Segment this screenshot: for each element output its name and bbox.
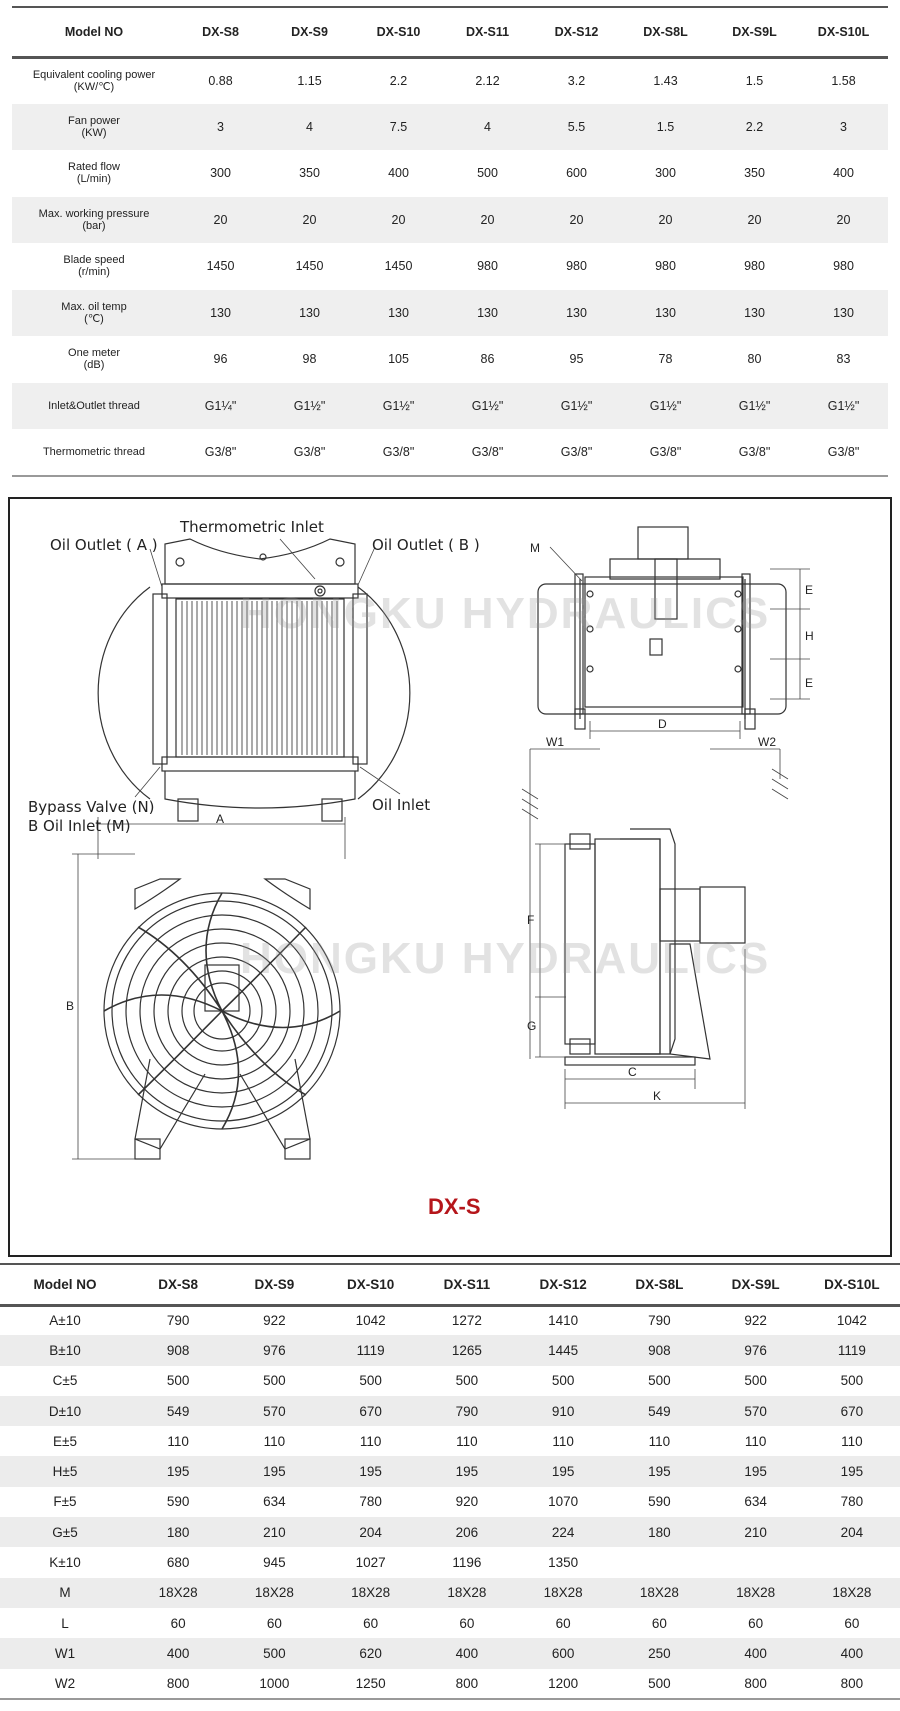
dim-row (0, 1638, 900, 1668)
table-cell: 780 (359, 1494, 382, 1510)
dim-label-e-bottom: E (805, 676, 814, 690)
table-cell: 18X28 (158, 1585, 198, 1601)
table-cell: 195 (648, 1464, 671, 1480)
table-cell: 790 (648, 1313, 671, 1329)
table-cell: 195 (551, 1464, 575, 1480)
spec-row (12, 336, 888, 383)
table-cell: 976 (744, 1342, 767, 1358)
spec-header-col: DX-S8 (176, 7, 265, 57)
dim-row (0, 1426, 900, 1456)
table-cell: G3/8" (710, 429, 799, 476)
table-cell: 18X28 (736, 1585, 776, 1601)
table-cell: 590 (166, 1494, 190, 1510)
table-cell: 980 (477, 259, 498, 274)
table-cell: 105 (388, 352, 409, 367)
spec-row (12, 290, 888, 337)
front-view-drawing (98, 539, 410, 821)
row-label-name: Fan power (68, 114, 120, 127)
row-label (12, 104, 176, 151)
table-cell: 500 (455, 1373, 479, 1389)
spec-header-col: DX-S11 (443, 7, 532, 57)
table-cell: 60 (459, 1615, 475, 1631)
table-cell: G3/8" (354, 429, 443, 476)
table-cell: 976 (263, 1342, 286, 1358)
table-cell: 3.2 (567, 74, 586, 88)
row-label-name: Thermometric thread (42, 445, 146, 458)
table-cell: 910 (551, 1403, 575, 1419)
row-label (12, 150, 176, 197)
dim-label-w2: W2 (758, 735, 776, 749)
watermark-top: HONGKU HYDRAULICS (240, 589, 771, 638)
row-label: C±5 (52, 1373, 78, 1389)
table-cell: G1½" (560, 398, 593, 413)
table-cell: G3/8" (176, 429, 265, 476)
dim-header-col: DX-S9L (708, 1264, 804, 1305)
table-cell: 18X28 (351, 1585, 391, 1601)
table-cell: 922 (263, 1313, 286, 1329)
watermark-bottom: HONGKU HYDRAULICS (240, 934, 771, 983)
table-cell: 2.2 (745, 119, 764, 134)
row-label-name: Blade speed (63, 254, 125, 267)
table-cell: 60 (170, 1615, 186, 1631)
table-cell: 1070 (548, 1494, 579, 1510)
spec-header-col: DX-S8L (621, 7, 710, 57)
dim-row (0, 1456, 900, 1486)
table-cell: 130 (744, 305, 765, 320)
dim-row (0, 1396, 900, 1426)
table-cell: 1450 (295, 259, 324, 274)
dim-label-e-top: E (805, 583, 814, 597)
row-label: F±5 (53, 1494, 77, 1510)
table-cell: 18X28 (254, 1585, 294, 1601)
technical-drawing (8, 497, 892, 1257)
table-cell: 204 (359, 1524, 382, 1540)
table-cell: 110 (167, 1433, 189, 1449)
row-label-unit: (KW/℃) (73, 81, 115, 93)
table-cell: 400 (455, 1645, 479, 1661)
table-cell: 110 (263, 1433, 286, 1449)
dim-header-col: DX-S8 (130, 1264, 226, 1305)
table-cell: 204 (840, 1524, 864, 1540)
dim-row (0, 1335, 900, 1365)
table-cell: 195 (455, 1464, 479, 1480)
table-cell: G1½" (382, 398, 415, 413)
row-label (12, 197, 176, 244)
table-cell: 3 (217, 119, 224, 134)
table-cell: 224 (551, 1524, 575, 1540)
table-cell: G1½" (293, 398, 326, 413)
table-cell: 800 (708, 1669, 804, 1699)
table-cell: 20 (480, 212, 495, 227)
table-cell: 1450 (384, 259, 413, 274)
table-cell: 195 (359, 1464, 382, 1480)
table-cell: 908 (648, 1342, 671, 1358)
table-cell: 110 (648, 1433, 671, 1449)
table-cell: 130 (299, 305, 320, 320)
table-cell: 980 (833, 259, 854, 274)
table-cell: 400 (744, 1645, 767, 1661)
table-cell: 20 (747, 212, 762, 227)
table-cell: 400 (833, 166, 854, 181)
table-cell: 60 (651, 1615, 667, 1631)
table-cell: 570 (263, 1403, 286, 1419)
spec-row (12, 104, 888, 151)
row-label: E±5 (53, 1433, 77, 1449)
dim-row (0, 1608, 900, 1638)
table-cell: 1450 (206, 259, 235, 274)
table-cell: 18X28 (639, 1585, 679, 1601)
dim-label-c: C (628, 1065, 637, 1079)
table-cell: 1.5 (745, 74, 764, 88)
row-label-name: Equivalent cooling power (32, 69, 156, 81)
table-cell: 945 (263, 1555, 286, 1571)
oil-outlet-b-label: Oil Outlet ( B ) (372, 536, 480, 554)
table-cell: 500 (611, 1669, 707, 1699)
table-cell: G1½" (649, 398, 682, 413)
row-label-unit: (dB) (83, 359, 105, 372)
row-label (12, 290, 176, 337)
row-label: A±10 (49, 1313, 81, 1329)
table-cell: 18X28 (543, 1585, 583, 1601)
table-cell: 1.5 (656, 119, 675, 134)
spec-row (12, 150, 888, 197)
row-label-unit: (r/min) (78, 266, 110, 279)
table-cell: 600 (551, 1645, 575, 1661)
table-cell: 500 (551, 1373, 575, 1389)
table-cell: 195 (263, 1464, 286, 1480)
table-cell: 920 (455, 1494, 479, 1510)
table-cell: 60 (266, 1615, 282, 1631)
table-cell: 1196 (452, 1555, 482, 1571)
table-cell: 210 (744, 1524, 767, 1540)
dim-header-col: DX-S11 (419, 1264, 515, 1305)
row-label: B±10 (49, 1342, 81, 1358)
table-cell: G1½" (738, 398, 771, 413)
table-cell: 5.5 (567, 119, 586, 134)
table-cell: 130 (833, 305, 854, 320)
table-cell: 83 (836, 352, 851, 367)
row-label-unit: (L/min) (76, 173, 112, 186)
spec-header-col: DX-S9L (710, 7, 799, 57)
table-cell: 680 (166, 1555, 190, 1571)
spec-header-col: DX-S10 (354, 7, 443, 57)
table-cell: 980 (655, 259, 676, 274)
table-cell: 20 (836, 212, 851, 227)
spec-row (12, 197, 888, 244)
table-cell: 1.43 (653, 74, 678, 88)
row-label (12, 336, 176, 383)
table-cell: G3/8" (799, 429, 888, 476)
dim-row (0, 1547, 900, 1577)
table-cell: 130 (566, 305, 587, 320)
row-label-name: One meter (68, 347, 120, 360)
table-cell: 78 (658, 352, 673, 367)
performance-spec-table (12, 6, 888, 477)
table-cell: 1000 (226, 1669, 322, 1699)
table-cell (611, 1547, 707, 1577)
table-cell: 549 (166, 1403, 190, 1419)
spec-header-col: DX-S10L (799, 7, 888, 57)
dim-label-k: K (653, 1089, 662, 1103)
row-label-name: Max. oil temp (61, 300, 127, 313)
dim-row (0, 1578, 900, 1608)
row-label: W1 (54, 1645, 76, 1661)
table-cell: 60 (844, 1615, 860, 1631)
table-cell: 20 (213, 212, 228, 227)
table-cell: 500 (359, 1373, 382, 1389)
table-cell: 130 (477, 305, 498, 320)
table-cell: 195 (744, 1464, 767, 1480)
dim-header-col: DX-S9 (226, 1264, 322, 1305)
table-cell: 500 (744, 1373, 767, 1389)
table-cell: 1410 (548, 1313, 579, 1329)
table-cell: 180 (648, 1524, 671, 1540)
table-cell: 350 (744, 166, 765, 181)
spec-row (12, 383, 888, 430)
table-cell: 130 (655, 305, 676, 320)
table-cell: 600 (566, 166, 587, 181)
table-cell: 922 (744, 1313, 767, 1329)
table-cell: 400 (388, 166, 409, 181)
dim-label-m: M (530, 541, 540, 555)
table-cell: 500 (648, 1373, 671, 1389)
table-cell: G3/8" (621, 429, 710, 476)
oil-inlet-label: Oil Inlet (372, 796, 431, 814)
spec-header-col: DX-S9 (265, 7, 354, 57)
table-cell: G1½" (471, 398, 504, 413)
row-label: W2 (0, 1669, 130, 1699)
dim-row (0, 1517, 900, 1547)
dim-label-h: H (805, 629, 814, 643)
table-cell: 7.5 (389, 119, 408, 134)
table-cell: 350 (299, 166, 320, 181)
spec-row (12, 243, 888, 290)
table-cell: 400 (840, 1645, 864, 1661)
dim-label-w1: W1 (546, 735, 564, 749)
table-cell: 800 (419, 1669, 515, 1699)
oil-outlet-a-label: Oil Outlet ( A ) (50, 536, 158, 554)
table-cell: 634 (263, 1494, 286, 1510)
table-cell: 1350 (548, 1555, 579, 1571)
row-label-unit: (bar) (82, 219, 106, 232)
row-label (12, 243, 176, 290)
dim-label-a: A (216, 812, 225, 826)
row-label: M (59, 1585, 71, 1601)
table-cell: 60 (363, 1615, 379, 1631)
table-cell: 1119 (837, 1342, 866, 1358)
table-cell: 86 (480, 352, 495, 367)
row-label: D±10 (48, 1403, 82, 1419)
model-title: DX-S (428, 1194, 481, 1219)
dim-header-col: DX-S12 (515, 1264, 611, 1305)
table-cell: 4 (484, 119, 491, 134)
table-cell: 500 (263, 1645, 286, 1661)
table-cell: 1272 (451, 1313, 482, 1329)
table-cell: 2.12 (475, 74, 500, 88)
table-cell: 20 (658, 212, 673, 227)
table-cell: 980 (566, 259, 587, 274)
table-cell: G1¼" (204, 398, 237, 413)
table-cell: 620 (359, 1645, 382, 1661)
table-cell: 1042 (836, 1313, 867, 1329)
table-cell: 18X28 (832, 1585, 872, 1601)
table-cell: 195 (840, 1464, 864, 1480)
row-label-unit: (℃) (84, 312, 104, 325)
spec-row (12, 429, 888, 476)
table-cell: 96 (213, 352, 228, 367)
row-label-unit: (KW) (81, 126, 107, 139)
table-cell: 206 (455, 1524, 479, 1540)
dimension-table (0, 1263, 900, 1700)
table-cell: 790 (455, 1403, 479, 1419)
table-cell: 20 (391, 212, 406, 227)
table-cell: 780 (840, 1494, 864, 1510)
spec-row (12, 57, 888, 104)
table-cell: 908 (166, 1342, 190, 1358)
table-cell: 300 (655, 166, 676, 181)
dim-row (0, 1669, 900, 1699)
table-cell: 570 (744, 1403, 767, 1419)
table-cell: 670 (359, 1403, 382, 1419)
table-cell: 110 (456, 1433, 478, 1449)
table-cell: 1027 (355, 1555, 386, 1571)
table-cell: 20 (569, 212, 584, 227)
table-cell: 130 (210, 305, 231, 320)
table-cell: 18X28 (447, 1585, 487, 1601)
table-cell: 500 (166, 1373, 190, 1389)
table-cell: G3/8" (265, 429, 354, 476)
table-cell: 1265 (451, 1342, 482, 1358)
dim-label-f: F (527, 913, 535, 927)
table-cell: 110 (744, 1433, 767, 1449)
table-cell: 634 (744, 1494, 767, 1510)
dim-row (0, 1366, 900, 1396)
dim-header-col: DX-S10 (323, 1264, 419, 1305)
dim-label-b: B (66, 999, 75, 1013)
dim-row (0, 1487, 900, 1517)
table-cell: 98 (302, 352, 317, 367)
table-cell: 210 (263, 1524, 286, 1540)
table-cell: G3/8" (443, 429, 532, 476)
table-cell: 980 (744, 259, 765, 274)
table-cell: 60 (748, 1615, 764, 1631)
b-oil-inlet-label: B Oil Inlet (M) (28, 817, 131, 835)
table-cell: 1445 (548, 1342, 579, 1358)
table-cell: 3 (840, 119, 847, 134)
table-cell: 130 (388, 305, 409, 320)
table-cell: 195 (166, 1464, 190, 1480)
table-cell: 1042 (355, 1313, 386, 1329)
spec-header-row (12, 7, 888, 57)
table-cell: G1½" (827, 398, 860, 413)
table-cell: 2.2 (389, 74, 408, 88)
table-cell: 4 (306, 119, 313, 134)
row-label: K±10 (49, 1555, 81, 1571)
row-label (12, 429, 176, 476)
dim-header-col: DX-S8L (611, 1264, 707, 1305)
table-cell (708, 1547, 804, 1577)
bypass-valve-label: Bypass Valve (N) (28, 798, 155, 816)
table-cell: 549 (648, 1403, 671, 1419)
row-label (12, 383, 176, 430)
table-cell (804, 1547, 900, 1577)
table-cell: 110 (552, 1433, 574, 1449)
dim-label-d: D (658, 717, 667, 731)
table-cell: 95 (569, 352, 584, 367)
table-cell: 500 (840, 1373, 864, 1389)
table-cell: G3/8" (532, 429, 621, 476)
row-label-name: Rated flow (68, 161, 120, 174)
table-cell: 110 (841, 1433, 863, 1449)
row-label-name: Max. working pressure (38, 207, 150, 220)
table-cell: 500 (263, 1373, 286, 1389)
row-label: L (61, 1615, 69, 1631)
table-cell: 1250 (323, 1669, 419, 1699)
table-cell: 60 (555, 1615, 571, 1631)
thermometric-inlet-label: Thermometric Inlet (180, 518, 324, 536)
table-cell: 1.15 (297, 74, 322, 88)
table-cell: 110 (359, 1433, 382, 1449)
table-cell: 1200 (515, 1669, 611, 1699)
table-cell: 180 (166, 1524, 190, 1540)
table-cell: 300 (210, 166, 231, 181)
table-cell: 250 (648, 1645, 671, 1661)
table-cell: 800 (130, 1669, 226, 1699)
fan-view-drawing (104, 879, 340, 1159)
table-cell: 1119 (356, 1342, 385, 1358)
row-label: H±5 (52, 1464, 78, 1480)
row-label-name: Inlet&Outlet thread (48, 399, 140, 412)
spec-header-col: DX-S12 (532, 7, 621, 57)
table-cell: 800 (804, 1669, 900, 1699)
row-label: G±5 (52, 1524, 78, 1540)
table-cell: 790 (166, 1313, 190, 1329)
dim-row (0, 1305, 900, 1335)
dim-header-row (0, 1264, 900, 1305)
spec-header-model: Model NO (12, 7, 176, 57)
table-cell: 0.88 (208, 74, 233, 88)
dim-label-g: G (527, 1019, 537, 1033)
dim-header-col: DX-S10L (804, 1264, 900, 1305)
table-cell: 1.58 (831, 74, 856, 88)
table-cell: 590 (648, 1494, 671, 1510)
table-cell: 400 (166, 1645, 190, 1661)
table-cell: 500 (477, 166, 498, 181)
table-cell: 20 (302, 212, 317, 227)
dim-header-model: Model NO (0, 1264, 130, 1305)
table-cell: 80 (747, 352, 762, 367)
row-label (12, 57, 176, 104)
table-cell: 670 (840, 1403, 864, 1419)
